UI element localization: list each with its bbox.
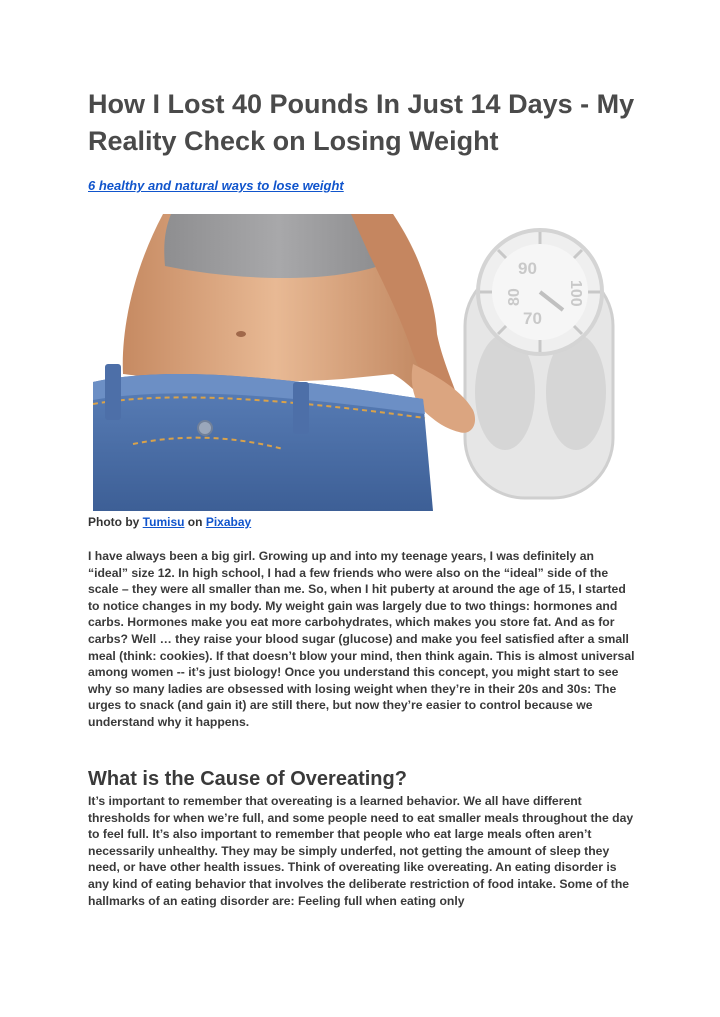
- svg-text:70: 70: [523, 309, 542, 328]
- subtitle-link[interactable]: 6 healthy and natural ways to lose weight: [88, 178, 344, 193]
- section-heading: What is the Cause of Overeating?: [88, 768, 407, 790]
- overeating-paragraph: It’s important to remember that overeating is a learned behavior. We all have different thresholds for when we’re full, and some people need to eat smaller meals throughout the day to feel full. It’s also important to remember that people who eat large meals often aren’t necessarily unhealthy. They may be simply underfed, not getting the amount of sleep they need, or have other health issues. Think of overeating like overeating. An eating disorder is any kind of eating behavior that involves the deliberate restriction of food intake. Some of the hallmarks of an eating disorder are: Feeling full when eating only: [88, 794, 634, 908]
- svg-text:90: 90: [518, 259, 537, 278]
- credit-author-link[interactable]: Tumisu: [142, 515, 185, 529]
- photo-credit: [88, 515, 251, 529]
- credit-middle: on: [187, 515, 203, 529]
- article-title: How I Lost 40 Pounds In Just 14 Days - My Reality Check on Losing Weight: [88, 89, 635, 156]
- svg-text:100: 100: [567, 280, 584, 307]
- intro-paragraph: I have always been a big girl. Growing up and into my teenage years, I was definitely an “ideal” size 12. In high school, I had a few friends who were also on the “ideal” side of the scale – they were all smaller than me. So, when I hit puberty at around the age of 15, I started to notice changes in my body. My weight gain was largely due to two things: hormones and carbs. Hormones make you eat more carbohydrates, which makes you store fat. And as for carbs? Well … they raise your blood sugar (glucose) and make you feel satisfied after a small meal (think: cookies). If that doesn’t blow your mind, then think again. This is almost universal among women -- it’s just biology! Once you understand this concept, you might start to see why so many ladies are obsessed with losing weight when they’re in their 20s and 30s: The urges to snack (and gain it) are still there, but now they’re easier to control because we understand why it happens.: [88, 549, 635, 729]
- credit-prefix: Photo by: [88, 515, 140, 529]
- svg-text:80: 80: [506, 288, 523, 306]
- scale-icon: [465, 230, 613, 498]
- article-photo: [93, 214, 623, 511]
- credit-source-link[interactable]: Pixabay: [205, 515, 252, 529]
